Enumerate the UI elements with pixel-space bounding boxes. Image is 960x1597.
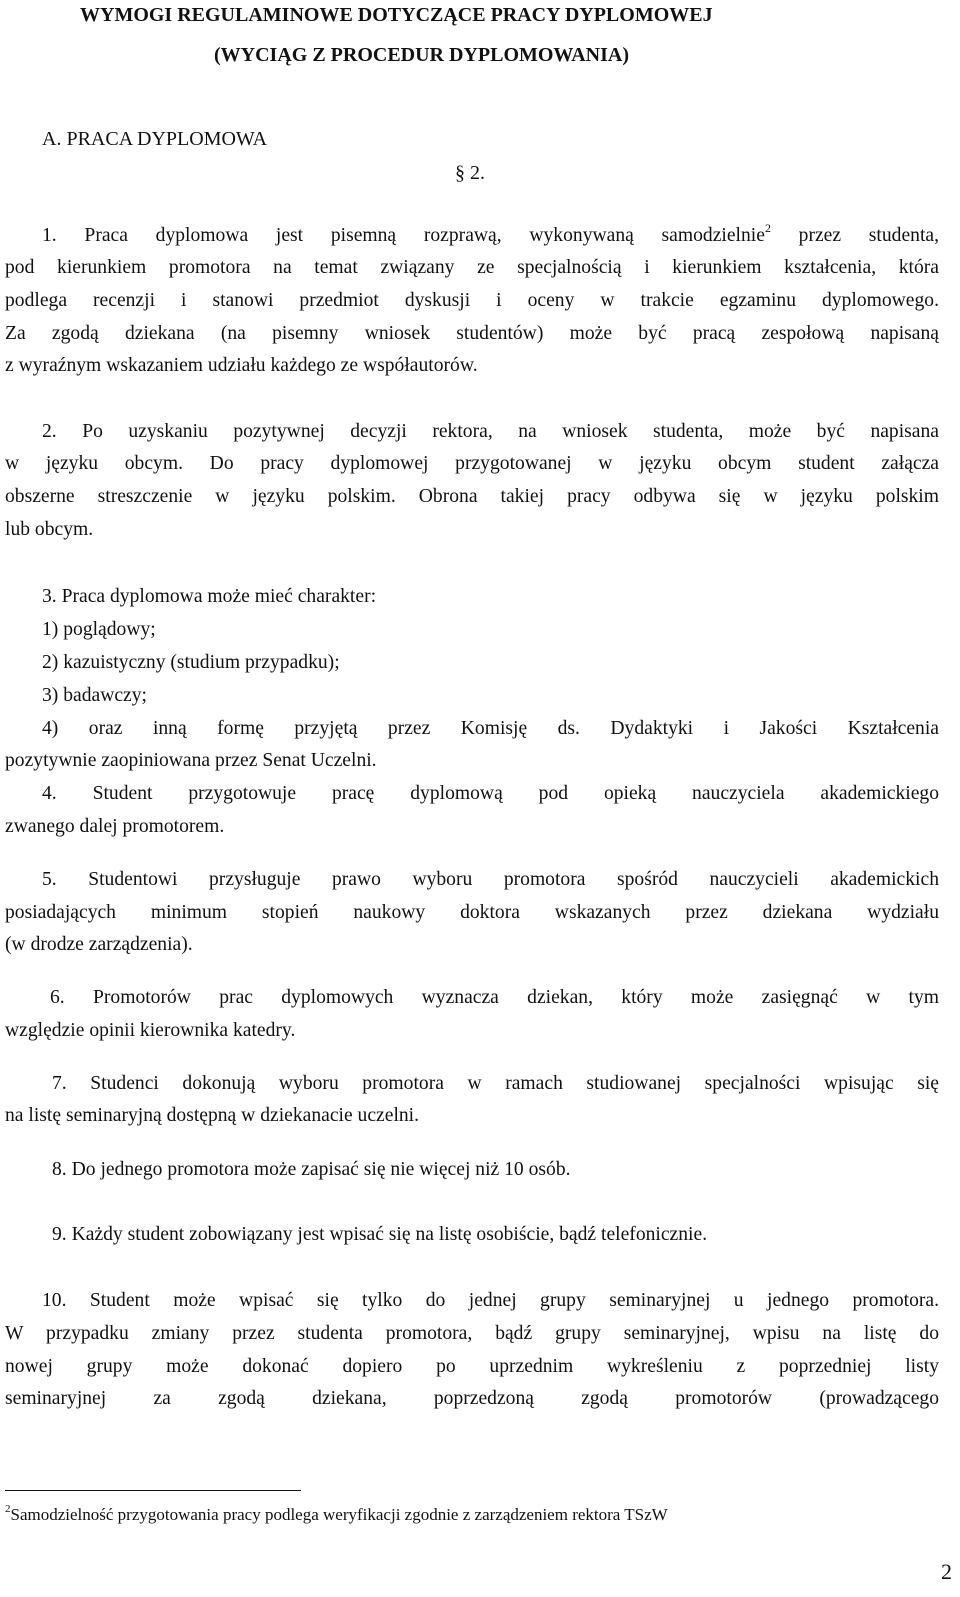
p1-line4: Za zgodą dziekana (na pisemny wniosek studentów) może być pracą zespołową napisaną (5, 323, 939, 344)
p10-line4: seminaryjnej za zgodą dziekana, poprzedzoną zgodą promotorów (prowadzącego (5, 1388, 939, 1409)
p1-line3: podlega recenzji i stanowi przedmiot dyskusji i oceny w trakcie egzaminu dyplomowego. (5, 290, 939, 311)
p2-line4: lub obcym. (5, 519, 94, 540)
footnote-text: Samodzielność przygotowania pracy podlega weryfikacji zgodnie z zarządzeniem rektora TSzW (10, 1505, 668, 1524)
p3-item4-cont: pozytywnie zaopiniowana przez Senat Uczelni. (5, 750, 377, 771)
p1-line1: 1. Praca dyplomowa jest pisemną rozprawą, wykonywaną samodzielnie$^2$ przez studenta, (42, 221, 939, 246)
p10-line2: W przypadku zmiany przez studenta promotora, bądź grupy seminaryjnej, wpisu na listę do (5, 1323, 939, 1344)
p4-line1: 4. Student przygotowuje pracę dyplomową pod opieką nauczyciela akademickiego (42, 783, 939, 804)
p2-line1: 2. Po uzyskaniu pozytywnej decyzji rektora, na wniosek studenta, może być napisana (42, 421, 939, 442)
section-heading: A. PRACA DYPLOMOWA (42, 128, 268, 150)
paragraph-symbol: § 2. (455, 162, 485, 184)
p3-item4: 4) oraz inną formę przyjętą przez Komisję ds. Dydaktyki i Jakości Kształcenia (42, 718, 939, 739)
p3-intro: 3. Praca dyplomowa może mieć charakter: (42, 586, 377, 607)
footnote-ref: 2 (764, 221, 771, 235)
p10-line3: nowej grupy może dokonać dopiero po uprzednim wykreśleniu z poprzedniej listy (5, 1356, 939, 1377)
footnote (5, 1505, 668, 1525)
p3-item2: 2) kazuistyczny (studium przypadku); (42, 652, 340, 673)
p2-line3: obszerne streszczenie w języku polskim. Obrona takiej pracy odbywa się w języku polskim (5, 486, 939, 507)
document-title-line2: (WYCIĄG Z PROCEDUR DYPLOMOWANIA) (214, 44, 629, 66)
p3-item1: 1) poglądowy; (42, 619, 156, 640)
p5-line3: (w drodze zarządzenia). (5, 934, 193, 955)
p9-line: 9. Każdy student zobowiązany jest wpisać się na listę osobiście, bądź telefonicznie. (52, 1224, 708, 1245)
p6-line1: 6. Promotorów prac dyplomowych wyznacza dziekan, który może zasięgnąć w tym (50, 987, 939, 1008)
p3-item3: 3) badawczy; (42, 685, 147, 706)
p1-line2: pod kierunkiem promotora na temat związany ze specjalnością i kierunkiem kształcenia, która (5, 257, 939, 278)
p1-line5: z wyraźnym wskazaniem udziału każdego ze współautorów. (5, 355, 478, 376)
page-number: 2 (941, 1559, 952, 1584)
p8-line: 8. Do jednego promotora może zapisać się nie więcej niż 10 osób. (52, 1159, 571, 1180)
document-title-line1: WYMOGI REGULAMINOWE DOTYCZĄCE PRACY DYPLOMOWEJ (80, 4, 713, 26)
p7-line1: 7. Studenci dokonują wyboru promotora w ramach studiowanej specjalności wpisując się (52, 1073, 939, 1094)
p5-line1: 5. Studentowi przysługuje prawo wyboru promotora spośród nauczycieli akademickich (42, 869, 939, 890)
footnote-separator (5, 1490, 301, 1491)
p7-line2: na listę seminaryjną dostępną w dziekanacie uczelni. (5, 1105, 420, 1126)
p10-line1: 10. Student może wpisać się tylko do jednej grupy seminaryjnej u jednego promotora. (42, 1290, 939, 1311)
p5-line2: posiadających minimum stopień naukowy doktora wskazanych przez dziekana wydziału (5, 902, 939, 923)
p6-line2: względzie opinii kierownika katedry. (5, 1020, 296, 1041)
p2-line2: w języku obcym. Do pracy dyplomowej przygotowanej w języku obcym student załącza (5, 453, 939, 474)
p4-line2: zwanego dalej promotorem. (5, 816, 225, 837)
footnote-mark: 2 (5, 1503, 11, 1515)
